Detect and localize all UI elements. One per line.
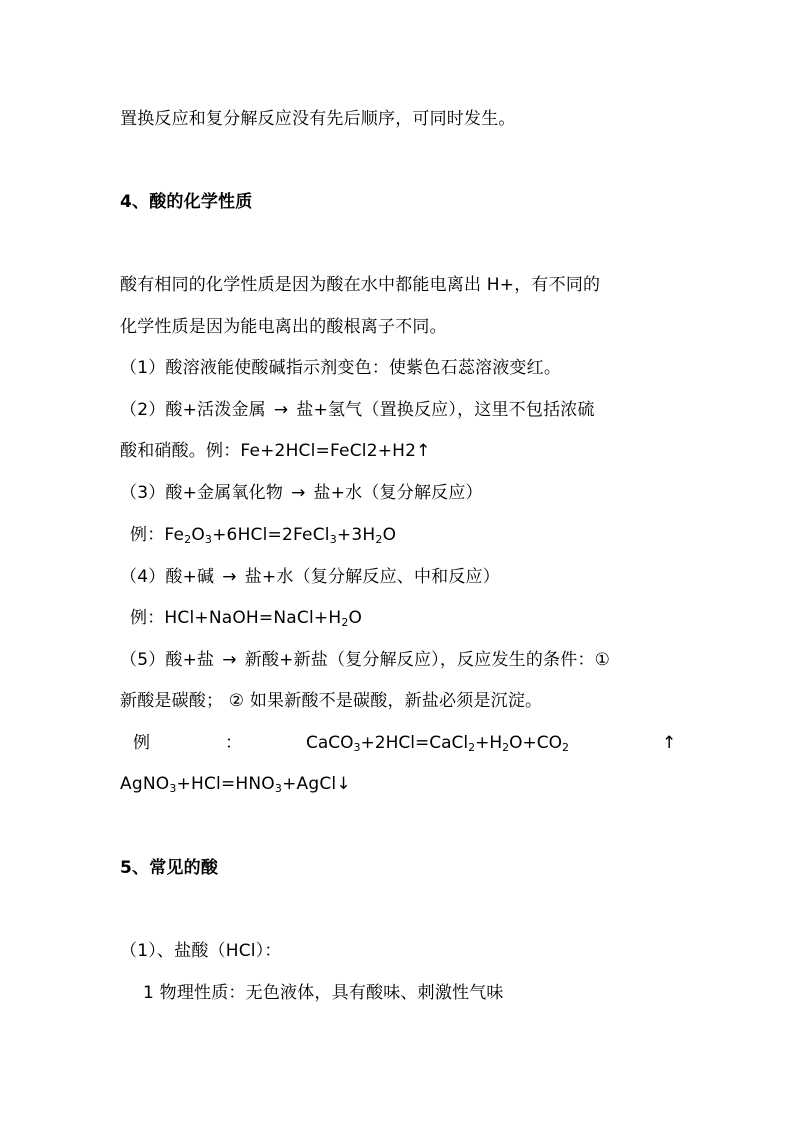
- item-4-part-b: 盐+水（复分解反应、中和反应）: [244, 567, 500, 587]
- equation-text: CaCO: [306, 733, 354, 753]
- intro-text: 置换反应和复分解反应没有先后顺序，可同时发生。: [120, 109, 516, 129]
- subscript: 3: [204, 533, 213, 546]
- equation-text: +2HCl=CaCl: [360, 733, 469, 753]
- equation-text: 例：HCl+NaOH=NaCl+H: [130, 608, 342, 628]
- equation-text: +H: [475, 733, 503, 753]
- arrow-icon: →: [291, 483, 306, 503]
- item-5-example-colon: ：: [225, 733, 242, 753]
- equation-text: +6HCl=2FeCl: [212, 525, 330, 545]
- subscript: 2: [184, 533, 192, 546]
- arrow-icon: →: [273, 400, 289, 420]
- subscript: 3: [329, 533, 337, 546]
- subscript: 3: [274, 782, 283, 795]
- equation-text: O: [191, 525, 205, 545]
- property-item-2: [120, 399, 595, 421]
- equation-text: O: [382, 525, 397, 545]
- property-item-2-line-2: 酸和硝酸。例：Fe+2HCl=FeCl2+H2↑: [120, 441, 431, 461]
- section-5-heading: 5、常见的酸: [120, 858, 219, 878]
- equation-text: +AgCl↓: [282, 774, 351, 794]
- subscript: 2: [341, 616, 349, 629]
- equation-text: +3H: [336, 525, 376, 545]
- subscript: 2: [502, 741, 510, 754]
- equation-text: +HCl=HNO: [176, 774, 275, 794]
- property-item-1: （1）酸溶液能使酸碱指示剂变色：使紫色石蕊溶液变红。: [120, 358, 562, 378]
- equation-text: AgNO: [120, 774, 170, 794]
- subscript: 2: [375, 533, 383, 546]
- subscript: 2: [562, 741, 570, 754]
- section-4-paragraph-line-1: 酸有相同的化学性质是因为酸在水中都能电离出 H+，有不同的: [120, 275, 601, 295]
- item-5-example-2: [120, 773, 351, 795]
- property-item-3: [120, 482, 483, 504]
- subscript: 3: [169, 782, 177, 795]
- subscript: 2: [468, 741, 476, 754]
- section-5-sub-1-item-1: 1 物理性质：无色液体，具有酸味、刺激性气味: [143, 983, 504, 1003]
- equation-text: O: [348, 608, 363, 628]
- item-3-part-b: 盐+水（复分解反应）: [313, 483, 483, 503]
- up-arrow-icon: ↑: [662, 733, 677, 753]
- item-5-example-label: 例: [133, 733, 150, 753]
- equation-text: O+CO: [509, 733, 563, 753]
- section-4-heading: 4、酸的化学性质: [120, 192, 253, 212]
- item-4-example: [130, 607, 362, 629]
- item-5-example-equation: [306, 732, 569, 754]
- item-4-part-a: （4）酸+碱: [120, 567, 215, 587]
- section-5-subheading-1: （1）、盐酸（HCl）：: [120, 941, 282, 961]
- item-5-part-b: 新酸+新盐（复分解反应），反应发生的条件：①: [244, 650, 611, 670]
- property-item-5: [120, 649, 610, 671]
- arrow-icon: →: [222, 567, 237, 587]
- item-2-part-b: 盐+氢气（置换反应），这里不包括浓硫: [296, 400, 595, 420]
- property-item-5-line-2: 新酸是碳酸； ② 如果新酸不是碳酸，新盐必须是沉淀。: [120, 691, 543, 711]
- property-item-4: [120, 566, 500, 588]
- item-5-part-a: （5）酸+盐: [120, 650, 215, 670]
- arrow-icon: →: [222, 650, 237, 670]
- item-3-part-a: （3）酸+金属氧化物: [120, 483, 284, 503]
- item-3-example: [130, 524, 396, 546]
- item-2-part-a: （2）酸+活泼金属: [120, 400, 266, 420]
- equation-text: 例：Fe: [130, 525, 185, 545]
- section-4-paragraph-line-2: 化学性质是因为能电离出的酸根离子不同。: [120, 317, 447, 337]
- subscript: 3: [353, 741, 361, 754]
